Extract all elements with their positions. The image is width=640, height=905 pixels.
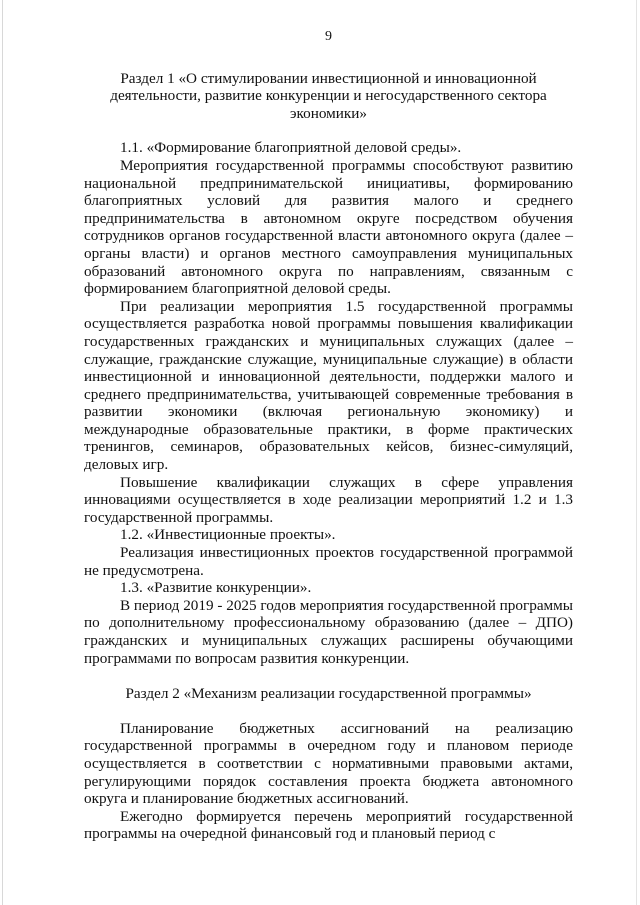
paragraph-6: Планирование бюджетных ассигнований на реализацию государственной программы в очередном году и плановом периоде осуществляется в соответствии с нормативными правовыми актами, регулирующими порядок составления проекта бюджета автономного округа и планирование бюджетных ассигнований. <box>84 719 573 808</box>
section-2-title: Раздел 2 «Механизм реализации государственной программы» <box>125 685 532 703</box>
paragraph-7: Ежегодно формируется перечень мероприятий государственной программы на очередной финансовый год и плановый период с <box>84 807 573 843</box>
paragraph-1: Мероприятия государственной программы способствуют развитию национальной предпринимательской инициативы, формированию благоприятных условий для развития малого и среднего предпринимательства в автономном округе посредством обучения сотрудников органов государственной власти автономного округа (далее – органы власти) и органов местного самоуправления муниципальных образований автономного округа по направлениям, связанным с формированием благоприятной деловой среды. <box>84 156 573 298</box>
paragraph-3: Повышение квалификации служащих в сфере управления инновациями осуществляется в ходе реализации мероприятий 1.2 и 1.3 государственной программы. <box>84 473 573 526</box>
paragraph-4: Реализация инвестиционных проектов государственной программой не предусмотрена. <box>84 544 573 579</box>
subsection-1-3-heading: 1.3. «Развитие конкуренции». <box>120 579 312 597</box>
page-number: 9 <box>325 29 332 44</box>
scan-edge-left <box>2 0 3 905</box>
subsection-1-1-heading: 1.1. «Формирование благоприятной деловой среды». <box>120 139 462 157</box>
paragraph-5: В период 2019 - 2025 годов мероприятия государственной программы по дополнительному профессиональному образованию (далее – ДПО) гражданских и муниципальных служащих расширены обучающими программами по вопросам развития конкуренции. <box>84 596 573 667</box>
scan-edge-right <box>636 0 637 905</box>
section-1-title: Раздел 1 «О стимулировании инвестиционной и инновационной деятельности, развитие конкуренции и негосударственного сектора экономики» <box>110 69 547 122</box>
paragraph-2: При реализации мероприятия 1.5 государственной программы осуществляется разработка новой программы повышения квалификации государственных гражданских и муниципальных служащих (далее – служащие, гражданские служащие, муниципальные служащие) в области инвестиционной и инновационной деятельности, поддержки малого и среднего предпринимательства, учитывающей современные требования в развитии экономики (включая региональную экономику) и международные образовательные практики, в форме практических тренингов, семинаров, образовательных кейсов, бизнес-симуляций, деловых игр. <box>84 297 573 474</box>
subsection-1-2-heading: 1.2. «Инвестиционные проекты». <box>120 526 336 544</box>
